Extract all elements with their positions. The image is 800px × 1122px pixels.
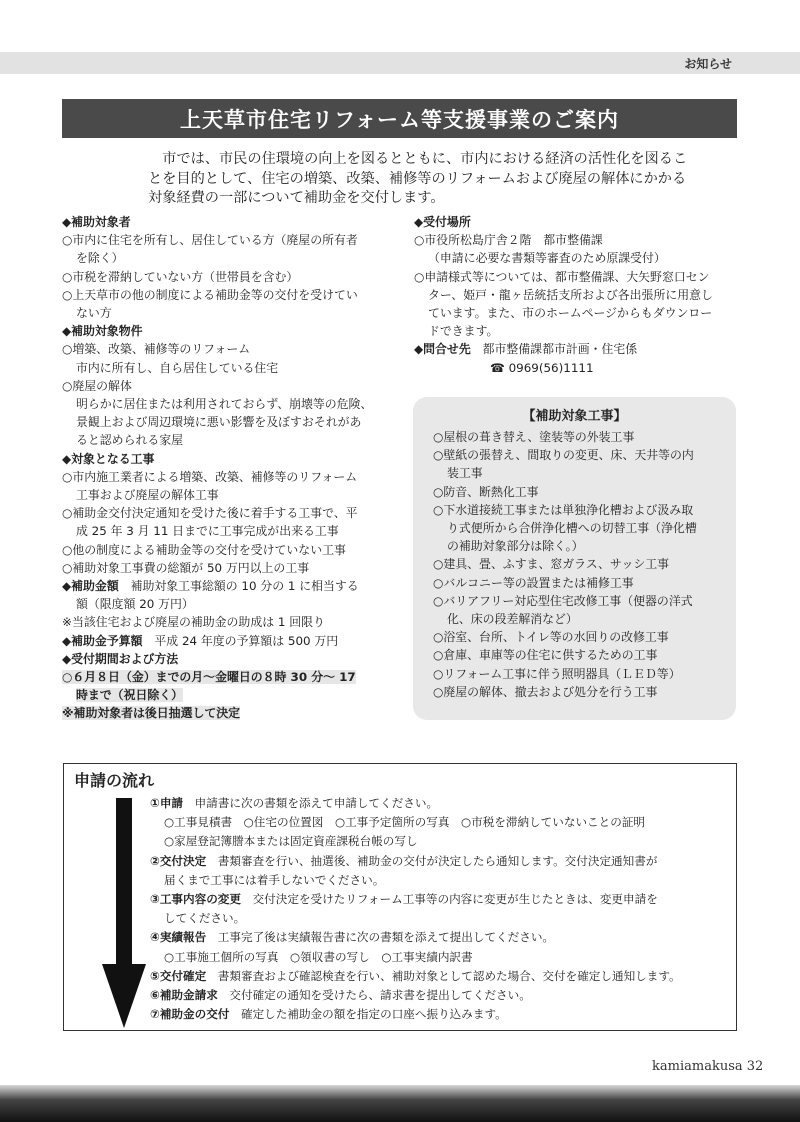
flow-step-heading: ⑤交付確定 — [150, 968, 207, 983]
flow-step-cont: してください。 — [164, 911, 246, 926]
contact-phone: ☎ 0969(56)1111 — [490, 360, 594, 375]
flow-step-text: 書類審査を行い、抽選後、補助金の交付が決定したら通知します。交付決定通知書が — [206, 853, 658, 868]
heading-budget: ◆補助金予算額 — [62, 633, 143, 648]
list-item-cont: 額（限度額 20 万円） — [76, 597, 194, 612]
heading-subsidy-amount: ◆補助金額 — [62, 579, 119, 594]
contact-row — [414, 340, 738, 358]
list-item-cont: 市内に所有し、自ら居住している住宅 — [76, 360, 279, 375]
list-item-cont: り式便所から合併浄化槽への切替工事（浄化槽 — [447, 521, 697, 536]
lottery-note-line — [62, 704, 392, 722]
heading-eligible-works: ◆対象となる工事 — [62, 451, 155, 466]
eligible-works-list — [413, 428, 736, 701]
list-item-cont: 装工事 — [447, 466, 483, 481]
flow-step — [150, 1005, 735, 1024]
list-item-cont: 景観上および周辺環境に悪い影響を及ぼすおそれがあ — [76, 415, 362, 430]
flow-step-text: 工事完了後は実績報告書に次の書類を添えて提出してください。 — [206, 930, 555, 945]
list-item: ○廃屋の解体、撤去および処分を行う工事 — [433, 684, 658, 699]
footer-band — [0, 1085, 800, 1122]
left-column — [62, 213, 392, 723]
reception-period-line — [62, 668, 392, 686]
eligible-works-box — [413, 397, 736, 720]
lottery-note: ※補助対象者は後日抽選して決定 — [62, 706, 241, 721]
list-item: ○申請様式等については、都市整備課、大矢野窓口セン — [414, 269, 710, 284]
flow-step-cont: 届くまで工事には着手しないでください。 — [164, 872, 385, 887]
list-item: ○市税を滞納していない方（世帯員を含む） — [62, 269, 299, 284]
list-item-cont: 成 25 年 3 月 11 日までに工事完成が出来る工事 — [76, 524, 339, 539]
heading-eligible-persons: ◆補助対象者 — [62, 215, 131, 229]
list-item-cont: 化、床の段差解消など） — [447, 612, 578, 627]
flow-step-text: 確定した補助金の額を指定の口座へ振り込みます。 — [229, 1007, 507, 1022]
right-column — [414, 213, 738, 377]
flow-step-heading: ④実績報告 — [150, 930, 207, 945]
list-item-cont: の補助対象部分は除く。） — [447, 539, 584, 554]
application-flow-steps — [150, 794, 735, 1024]
reception-period-line — [62, 686, 392, 704]
heading-eligible-property: ◆補助対象物件 — [62, 324, 143, 339]
budget-text: 平成 24 年度の予算額は 500 万円 — [142, 633, 339, 648]
list-item: ○防音、断熱化工事 — [433, 484, 539, 499]
list-item: ○市内に住宅を所有し、居住している方（廃屋の所有者 — [62, 233, 358, 248]
list-item: ○壁紙の張替え、間取りの変更、床、天井等の内 — [433, 448, 694, 463]
list-item-cont: （申請に必要な書類等審査のため原課受付） — [428, 251, 666, 266]
flow-step-heading: ⑦補助金の交付 — [150, 1007, 230, 1022]
flow-step-docs: ○家屋登記簿謄本または固定資産課税台帳の写し — [164, 834, 418, 849]
list-item: ○廃屋の解体 — [62, 378, 132, 393]
flow-step — [150, 967, 735, 986]
list-item: ○下水道接続工事または単独浄化槽および汲み取 — [433, 502, 694, 517]
page-title: 上天草市住宅リフォーム等支援事業のご案内 — [62, 99, 737, 138]
heading-contact: ◆問合せ先 — [414, 342, 471, 357]
flow-step-docs: ○工事見積書 ○住宅の位置図 ○工事予定箇所の写真 ○市税を滞納していないことの証明 — [164, 815, 646, 830]
list-item: ○他の制度による補助金等の交付を受けていない工事 — [62, 542, 346, 557]
list-item-cont: ています。また、市のホームページからもダウンロー — [428, 306, 713, 321]
application-flow-box — [63, 763, 737, 1031]
page-footer-text: kamiamakusa 32 — [652, 1059, 764, 1074]
subsidy-amount-row — [62, 577, 392, 595]
heading-reception-place: ◆受付場所 — [414, 215, 471, 229]
note: ※当該住宅および廃屋の補助金の助成は 1 回限り — [62, 615, 325, 630]
eligible-works-title: 【補助対象工事】 — [522, 409, 627, 424]
flow-step — [150, 852, 735, 871]
list-item: ○倉庫、車庫等の住宅に供するための工事 — [433, 648, 658, 663]
list-item: ○バリアフリー対応型住宅改修工事（便器の洋式 — [433, 593, 693, 608]
list-item: ○市役所松島庁舎２階 都市整備課 — [414, 233, 603, 248]
flow-step-heading: ③工事内容の変更 — [150, 892, 241, 907]
list-item: ○屋根の葺き替え、塗装等の外装工事 — [433, 430, 635, 444]
subsidy-amount-text: 補助対象工事総額の 10 分の 1 に相当する — [118, 579, 359, 594]
heading-reception-period: ◆受付期間および方法 — [62, 651, 179, 666]
flow-step-text: 交付確定の通知を受けたら、請求書を提出してください。 — [217, 988, 531, 1003]
reception-period-text: ○６月８日（金）までの月～金曜日の８時 30 分～ 17 — [62, 670, 356, 685]
contact-dept: 都市整備課都市計画・住宅係 — [470, 342, 638, 357]
list-item: ○補助金交付決定通知を受けた後に着手する工事で、平 — [62, 506, 358, 521]
list-item: ○建具、畳、ふすま、窓ガラス、サッシ工事 — [433, 557, 670, 572]
list-item-cont: ター、姫戸・龍ヶ岳統括支所および各出張所に用意し — [428, 287, 713, 302]
flow-step — [150, 890, 735, 909]
flow-step-heading: ②交付決定 — [150, 853, 207, 868]
reception-period-text-cont: 時まで（祝日除く） — [76, 688, 184, 703]
list-item: ○浴室、台所、トイレ等の水回りの改修工事 — [433, 630, 669, 645]
flow-step-heading: ①申請 — [150, 796, 184, 810]
list-item-cont: ると認められる家屋 — [76, 433, 184, 448]
section-label: お知らせ — [684, 57, 732, 71]
flow-step — [150, 986, 735, 1005]
flow-step-text: 申請書に次の書類を添えて申請してください。 — [183, 796, 439, 810]
budget-row — [62, 632, 392, 650]
list-item-cont: 明らかに居住または利用されておらず、崩壊等の危険、 — [76, 397, 373, 412]
flow-step — [150, 928, 735, 947]
list-item: ○バルコニー等の設置または補修工事 — [433, 575, 634, 590]
list-item-cont: 工事および廃屋の解体工事 — [76, 488, 219, 503]
list-item-cont: を除く） — [76, 251, 124, 266]
list-item: ○増築、改築、補修等のリフォーム — [62, 342, 251, 357]
flow-step-text: 交付決定を受けたリフォーム工事等の内容に変更が生じたときは、変更申請を — [240, 892, 658, 907]
flow-step-docs: ○工事施工個所の写真 ○領収書の写し ○工事実績内訳書 — [164, 949, 473, 964]
flow-step-text: 書類審査および確認検査を行い、補助対象として認めた場合、交付を確定し通知します。 — [206, 968, 681, 983]
flow-step — [150, 794, 735, 813]
list-item: ○上天草市の他の制度による補助金等の交付を受けてい — [62, 287, 358, 302]
flow-step-heading: ⑥補助金請求 — [150, 988, 218, 1003]
list-item-cont: ドできます。 — [428, 324, 499, 339]
down-arrow-icon — [102, 798, 146, 1028]
list-item: ○補助対象工事費の総額が 50 万円以上の工事 — [62, 560, 310, 575]
intro-text: 市では、市民の住環境の向上を図るとともに、市内における経済の活性化を図ることを目的として、住宅の増築、改築、補修等のリフォームおよび廃屋の解体にかかる対象経費の一部について補助金を交付します。 — [148, 151, 688, 206]
list-item: ○市内施工業者による増築、改築、補修等のリフォーム — [62, 469, 358, 484]
application-flow-title: 申請の流れ — [74, 771, 155, 790]
list-item-cont: ない方 — [76, 306, 112, 321]
list-item: ○リフォーム工事に伴う照明器具（ＬＥＤ等） — [433, 666, 681, 681]
header-band — [0, 52, 800, 74]
